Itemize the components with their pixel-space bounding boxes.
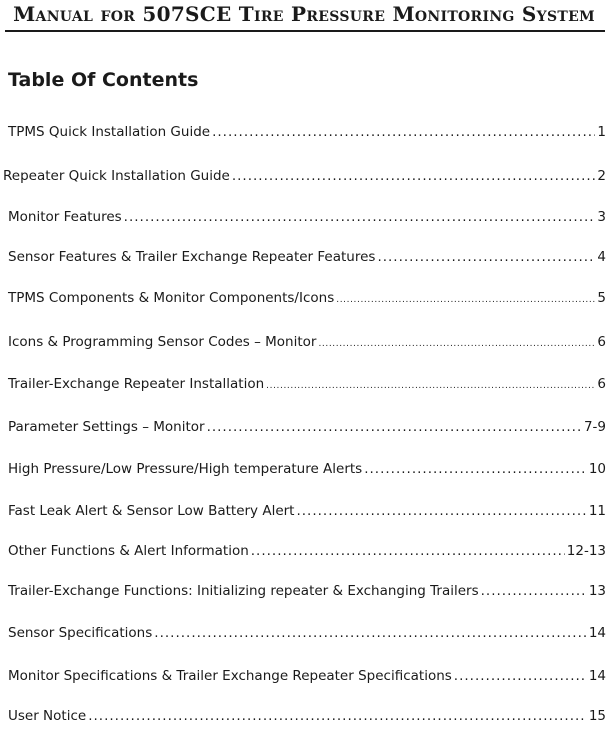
toc-entry-label: TPMS Components & Monitor Components/Icons [8,290,335,306]
toc-leader-dots [364,461,587,477]
toc-entry-trailer-exchange-functions [8,583,606,603]
toc-entry-label: Icons & Programming Sensor Codes – Monitor [8,334,317,350]
toc-entry-fast-leak-alert [8,503,606,523]
toc-entry-icons-programming [8,334,606,354]
toc-page-number: 11 [588,503,606,519]
toc-entry-label: Fast Leak Alert & Sensor Low Battery Alert [8,503,295,519]
toc-entry-monitor-specifications [8,668,606,688]
toc-leader-dots [207,419,582,435]
toc-entry-label: Parameter Settings – Monitor [8,419,205,435]
toc-entry-label: Other Functions & Alert Information [8,543,249,559]
toc-entry-label: Trailer-Exchange Repeater Installation [8,376,265,392]
manual-header-title: Manual for 507SCE Tire Pressure Monitoring System [13,2,595,26]
toc-page-number: 2 [597,168,606,184]
toc-leader-dots [377,249,595,265]
toc-leader-dots [88,708,587,724]
toc-leader-dots [154,625,587,641]
toc-leader-dots [266,381,595,391]
toc-page-number: 7-9 [583,419,606,435]
toc-heading: Table Of Contents [8,69,199,91]
toc-entry-parameter-settings [8,419,606,439]
toc-leader-dots [124,209,596,225]
toc-page-number: 3 [597,209,606,225]
toc-entry-label: Sensor Features & Trailer Exchange Repeater Features [8,249,376,265]
toc-entry-label: Trailer-Exchange Functions: Initializing repeater & Exchanging Trailers [8,583,479,599]
toc-entry-sensor-specifications [8,625,606,645]
toc-page-number: 14 [588,625,606,641]
toc-entry-label: Monitor Specifications & Trailer Exchange Repeater Specifications [8,668,452,684]
toc-leader-dots [454,668,587,684]
toc-entry-repeater-quick-install [3,168,606,188]
toc-leader-dots [296,503,586,519]
toc-page-number: 13 [588,583,606,599]
toc-leader-dots [336,295,595,305]
toc-page-number: 5 [597,290,606,306]
toc-page-number: 6 [597,334,606,350]
toc-entry-monitor-features [8,209,606,229]
toc-page-number: 6 [597,376,606,392]
toc-page-number: 12-13 [566,543,606,559]
toc-entry-tpms-components [8,290,606,310]
toc-entry-label: Sensor Specifications [8,625,153,641]
toc-entry-repeater-installation [8,376,606,396]
toc-entry-pressure-alerts [8,461,606,481]
toc-entry-label: Monitor Features [8,209,122,225]
toc-page-number: 1 [597,124,606,140]
toc-entry-label: User Notice [8,708,87,724]
toc-leader-dots [212,124,595,140]
toc-entry-label: High Pressure/Low Pressure/High temperature Alerts [8,461,363,477]
toc-page-number: 14 [588,668,606,684]
toc-entry-user-notice [8,708,606,728]
toc-entry-other-functions [8,543,606,563]
toc-entry-sensor-features [8,249,606,269]
toc-entry-label: Repeater Quick Installation Guide [3,168,230,184]
toc-page-number: 15 [588,708,606,724]
toc-leader-dots [232,168,596,184]
toc-page-number: 4 [597,249,606,265]
toc-entry-label: TPMS Quick Installation Guide [8,124,211,140]
toc-page-number: 10 [588,461,606,477]
toc-entry-tpms-quick-install [8,124,606,144]
toc-leader-dots [481,583,587,599]
toc-leader-dots [251,543,565,559]
toc-leader-dots [318,339,595,349]
